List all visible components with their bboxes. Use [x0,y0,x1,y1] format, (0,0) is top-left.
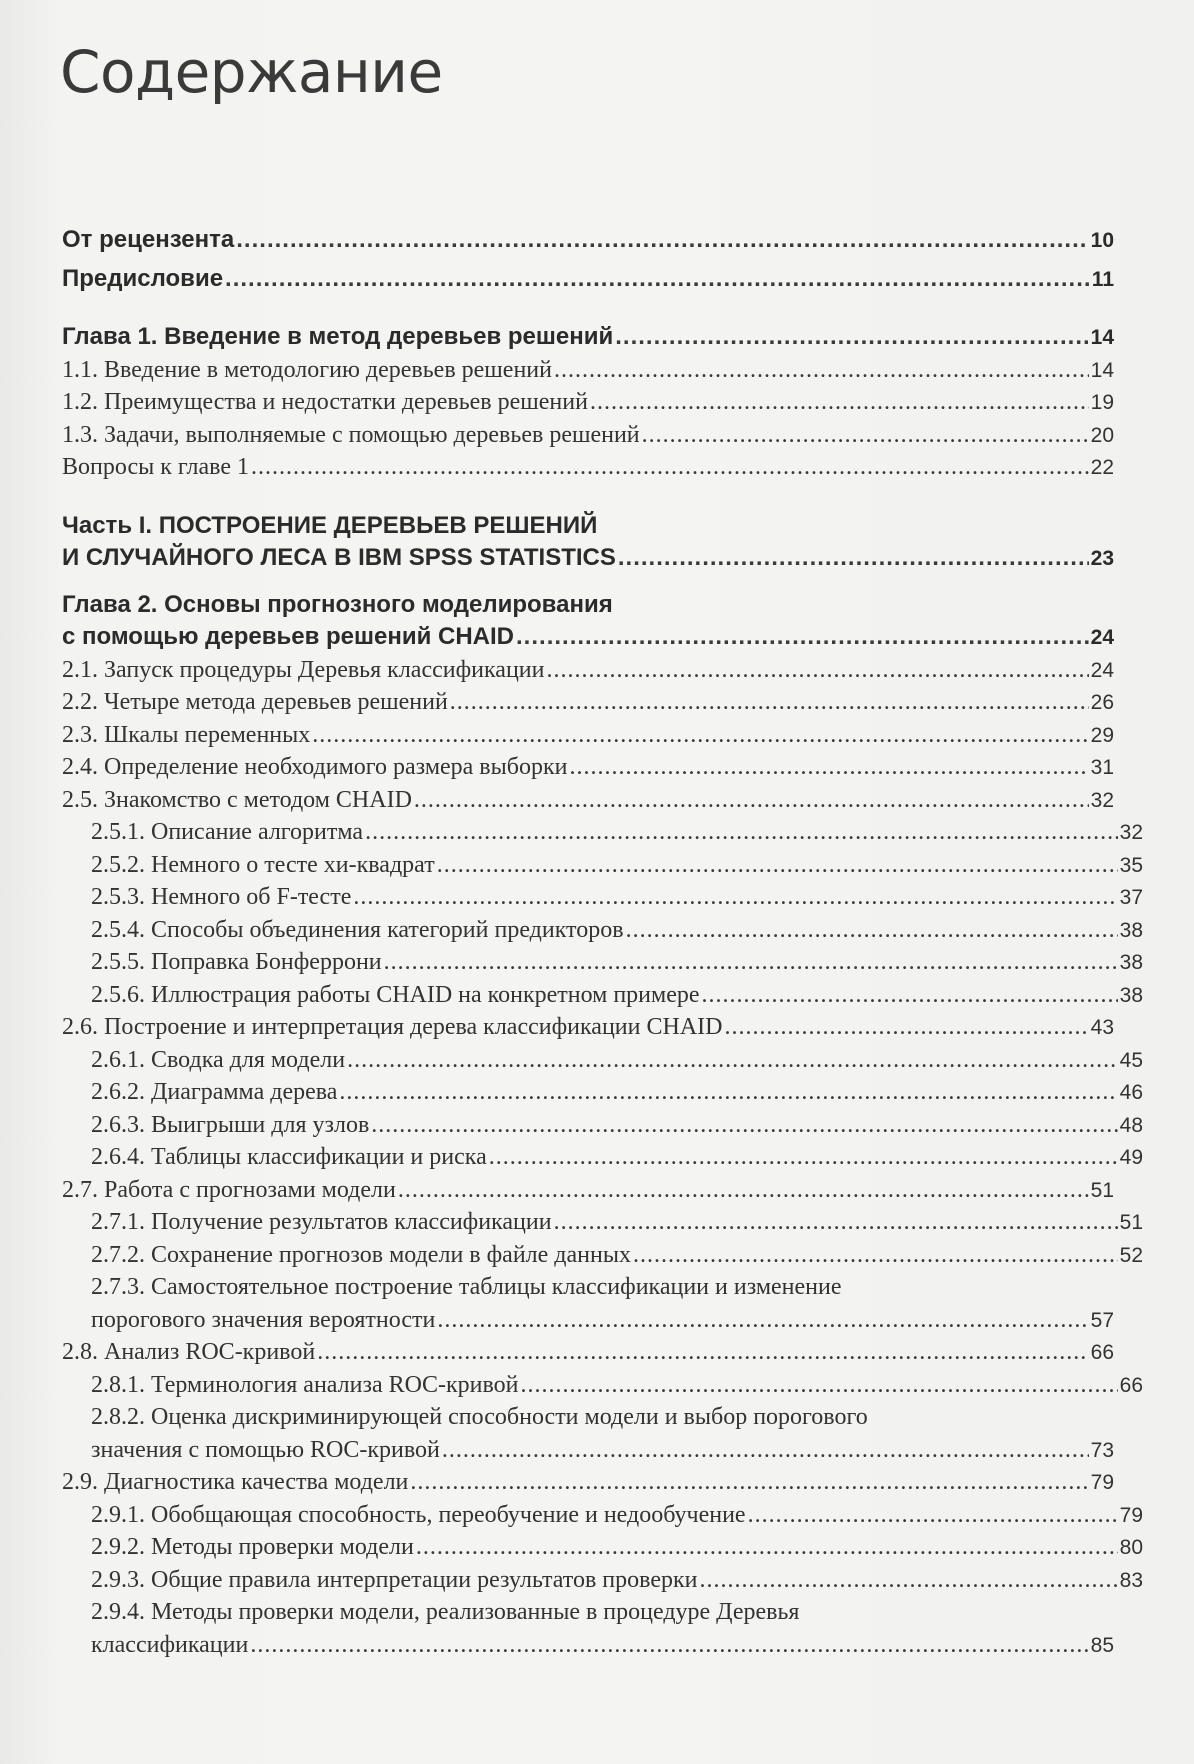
toc-entry-label: 2.8. Анализ ROC-кривой [62,1339,316,1365]
dot-leader [618,542,1089,575]
toc-page-number: 24 [1090,626,1114,649]
dot-leader [748,1499,1118,1532]
toc-entry-label: Глава 1. Введение в метод деревьев решений [62,323,614,350]
toc-entry-label: 2.9.1. Обобщающая способность, переобучение и недообучение [91,1501,746,1528]
toc-entry-label: 2.3. Шкалы переменных [62,721,311,748]
dot-leader [416,1531,1118,1564]
toc-entry-label: 2.5.3. Немного об F-тесте [91,884,352,910]
toc-page-number: 51 [1119,1211,1143,1234]
dot-leader [554,1206,1118,1239]
toc-entry-label-line2: порогового значения вероятности [91,1306,436,1333]
toc-entry-label-line2: значения с помощью ROC-кривой [91,1436,440,1463]
toc-subentry[interactable] [62,1076,1143,1109]
toc-entry-label: 2.6.3. Выигрыши для узлов [91,1111,370,1138]
dot-leader [626,914,1118,947]
toc-entry[interactable] [62,354,1114,387]
toc-entry[interactable] [62,1011,1114,1044]
toc-page-number: 46 [1119,1081,1143,1104]
toc-subentry[interactable] [62,849,1143,882]
toc-page-number: 26 [1090,691,1114,714]
toc-page-number: 24 [1090,658,1114,682]
dot-leader [384,946,1118,979]
toc-page-number: 79 [1119,1503,1143,1527]
toc-page-number: 31 [1090,756,1114,779]
toc-page-number: 38 [1119,918,1143,942]
toc-page-number: 80 [1119,1536,1143,1559]
toc-part-entry[interactable] [62,510,1114,575]
toc-subentry[interactable] [62,914,1143,947]
toc-entry[interactable] [62,719,1114,752]
toc-entry-label: 2.4. Определение необходимого размера выборки [62,754,568,780]
toc-page-number: 23 [1090,547,1114,570]
dot-leader [489,1141,1118,1174]
toc-subentry[interactable] [62,1141,1143,1174]
toc-entry-label: 2.5.4. Способы объединения категорий предикторов [91,916,624,943]
dot-leader [339,1076,1117,1109]
dot-leader [371,1109,1117,1142]
dot-leader [410,1466,1088,1499]
toc-entry-label-line1: 2.8.2. Оценка дискриминирующей способности модели и выбор порогового [91,1404,868,1430]
dot-leader [642,419,1089,452]
toc-entry[interactable] [62,451,1114,484]
toc-subentry[interactable] [62,1499,1143,1532]
toc-entry-label-line2: И СЛУЧАЙНОГО ЛЕСА В IBM SPSS STATISTICS [62,544,616,571]
dot-leader [633,1239,1118,1272]
dot-leader [414,784,1089,817]
dot-leader [317,1336,1088,1369]
toc-entry[interactable] [62,419,1114,452]
toc-page-number: 32 [1090,788,1114,812]
toc-subentry[interactable] [62,1239,1143,1272]
dot-leader [437,849,1118,882]
table-of-contents [62,224,1143,1661]
dot-leader [442,1434,1089,1467]
dot-leader [554,354,1089,387]
toc-entry-label: 2.5.2. Немного о тесте хи-квадрат [91,851,435,878]
dot-leader [615,321,1088,354]
toc-entry-label-line1: 2.7.3. Самостоятельное построение таблицы классификации и изменение [91,1274,842,1300]
toc-page-number: 43 [1090,1016,1114,1039]
dot-leader [365,816,1118,849]
toc-entry-label: 1.2. Преимущества и недостатки деревьев решений [62,389,588,415]
dot-leader [700,1564,1118,1597]
toc-page-number: 38 [1119,951,1143,974]
toc-page-number: 73 [1090,1438,1114,1462]
dot-leader [724,1011,1088,1044]
toc-subentry[interactable] [62,1271,1114,1336]
toc-entry-label: 2.5.5. Поправка Бонферрони [91,949,382,975]
toc-entry-label: От рецензента [62,226,235,253]
toc-entry-label: 2.7.1. Получение результатов классификации [91,1209,552,1235]
dot-leader [225,263,1090,296]
toc-entry-label-line1: Глава 2. Основы прогнозного моделирования [62,590,613,618]
toc-page-number: 32 [1119,821,1143,844]
toc-page-number: 35 [1119,853,1143,877]
toc-entry[interactable] [62,751,1114,784]
toc-entry[interactable] [62,686,1114,719]
toc-page-number: 14 [1090,326,1114,349]
toc-entry-label: 2.6.1. Сводка для модели [91,1046,346,1073]
toc-page-number: 66 [1090,1341,1114,1364]
dot-leader [236,224,1088,257]
toc-subentry[interactable] [62,1206,1143,1239]
toc-entry[interactable] [62,1174,1114,1207]
toc-entry-label-line1: 2.9.4. Методы проверки модели, реализованные в процедуре Деревья [91,1599,800,1625]
toc-page-number: 20 [1090,423,1114,447]
toc-entry-label-line2: с помощью деревьев решений CHAID [62,623,515,650]
toc-page-number: 51 [1090,1178,1114,1202]
toc-page-number: 45 [1119,1048,1143,1072]
toc-page-number: 10 [1090,229,1114,252]
toc-entry-label: 2.9.3. Общие правила интерпретации результатов проверки [91,1566,698,1593]
toc-page-number: 19 [1090,391,1114,414]
toc-page-number: 48 [1119,1113,1143,1137]
toc-subentry[interactable] [62,881,1143,914]
toc-subentry[interactable] [62,979,1143,1012]
toc-page-number: 22 [1090,456,1114,479]
toc-page-number: 79 [1090,1471,1114,1494]
dot-leader [312,719,1088,752]
dot-leader [450,686,1089,719]
toc-entry-label: 2.5.6. Иллюстрация работы CHAID на конкретном примере [91,981,700,1008]
toc-entry-label: 2.1. Запуск процедуры Деревья классификации [62,656,545,683]
dot-leader [437,1304,1088,1337]
toc-subentry[interactable] [62,816,1143,849]
dot-leader [702,979,1118,1012]
dot-leader [520,1369,1117,1402]
dot-leader [398,1174,1089,1207]
toc-subentry[interactable] [62,1109,1143,1142]
toc-entry-label: 2.9.2. Методы проверки модели [91,1534,414,1560]
dot-leader [590,386,1089,419]
toc-entry[interactable] [62,386,1114,419]
toc-page-number: 49 [1119,1146,1143,1169]
toc-entry-label: Предисловие [62,264,224,292]
toc-subentry[interactable] [62,1531,1143,1564]
toc-entry-label: 2.8.1. Терминология анализа ROC-кривой [91,1371,519,1398]
dot-leader [353,881,1117,914]
toc-entry-label: 2.6.4. Таблицы классификации и риска [91,1144,487,1170]
toc-subentry[interactable] [62,1401,1114,1466]
page-title: Содержание [60,38,443,106]
toc-entry-label-line1: Часть I. ПОСТРОЕНИЕ ДЕРЕВЬЕВ РЕШЕНИЙ [62,511,598,539]
toc-entry-label: Вопросы к главе 1 [62,454,249,480]
dot-leader [516,621,1089,654]
toc-entry-label: 2.6.2. Диаграмма дерева [91,1079,338,1105]
toc-entry-label-line2: классификации [91,1631,249,1658]
toc-subentry[interactable] [62,1596,1114,1661]
toc-page-number: 52 [1119,1243,1143,1267]
toc-entry[interactable] [62,1466,1114,1499]
toc-entry-label: 2.7.2. Сохранение прогнозов модели в файле данных [91,1241,631,1268]
toc-entry[interactable] [62,224,1114,257]
toc-subentry[interactable] [62,1044,1143,1077]
toc-page-number: 37 [1119,886,1143,909]
toc-page-number: 57 [1090,1308,1114,1332]
toc-entry[interactable] [62,784,1114,817]
dot-leader [251,451,1089,484]
toc-subentry[interactable] [62,946,1143,979]
toc-subentry[interactable] [62,1564,1143,1597]
toc-entry-label: 1.3. Задачи, выполняемые с помощью деревьев решений [62,421,640,448]
toc-subentry[interactable] [62,1369,1143,1402]
toc-page-number: 66 [1119,1373,1143,1397]
toc-chapter-entry[interactable] [62,589,1114,654]
toc-entry-label: 2.6. Построение и интерпретация дерева классификации CHAID [62,1014,723,1040]
toc-page-number: 29 [1090,723,1114,747]
toc-chapter-entry[interactable] [62,321,1114,354]
dot-leader [569,751,1088,784]
dot-leader [546,654,1088,687]
toc-entry-label: 2.2. Четыре метода деревьев решений [62,689,448,715]
toc-page-number: 85 [1090,1633,1114,1657]
toc-entry-label: 2.5.1. Описание алгоритма [91,819,364,845]
toc-page-number: 83 [1119,1568,1143,1592]
toc-entry[interactable] [62,654,1114,687]
toc-entry-label: 1.1. Введение в методологию деревьев решений [62,356,552,383]
toc-page-number: 14 [1090,358,1114,382]
toc-entry[interactable] [62,1336,1114,1369]
toc-entry-label: 2.5. Знакомство с методом CHAID [62,786,412,813]
dot-leader [250,1629,1088,1662]
toc-page-number: 11 [1091,267,1114,291]
toc-entry-label: 2.9. Диагностика качества модели [62,1469,409,1495]
dot-leader [347,1044,1118,1077]
toc-entry-label: 2.7. Работа с прогнозами модели [62,1176,396,1203]
toc-page-number: 38 [1119,983,1143,1007]
toc-entry[interactable] [62,263,1114,296]
